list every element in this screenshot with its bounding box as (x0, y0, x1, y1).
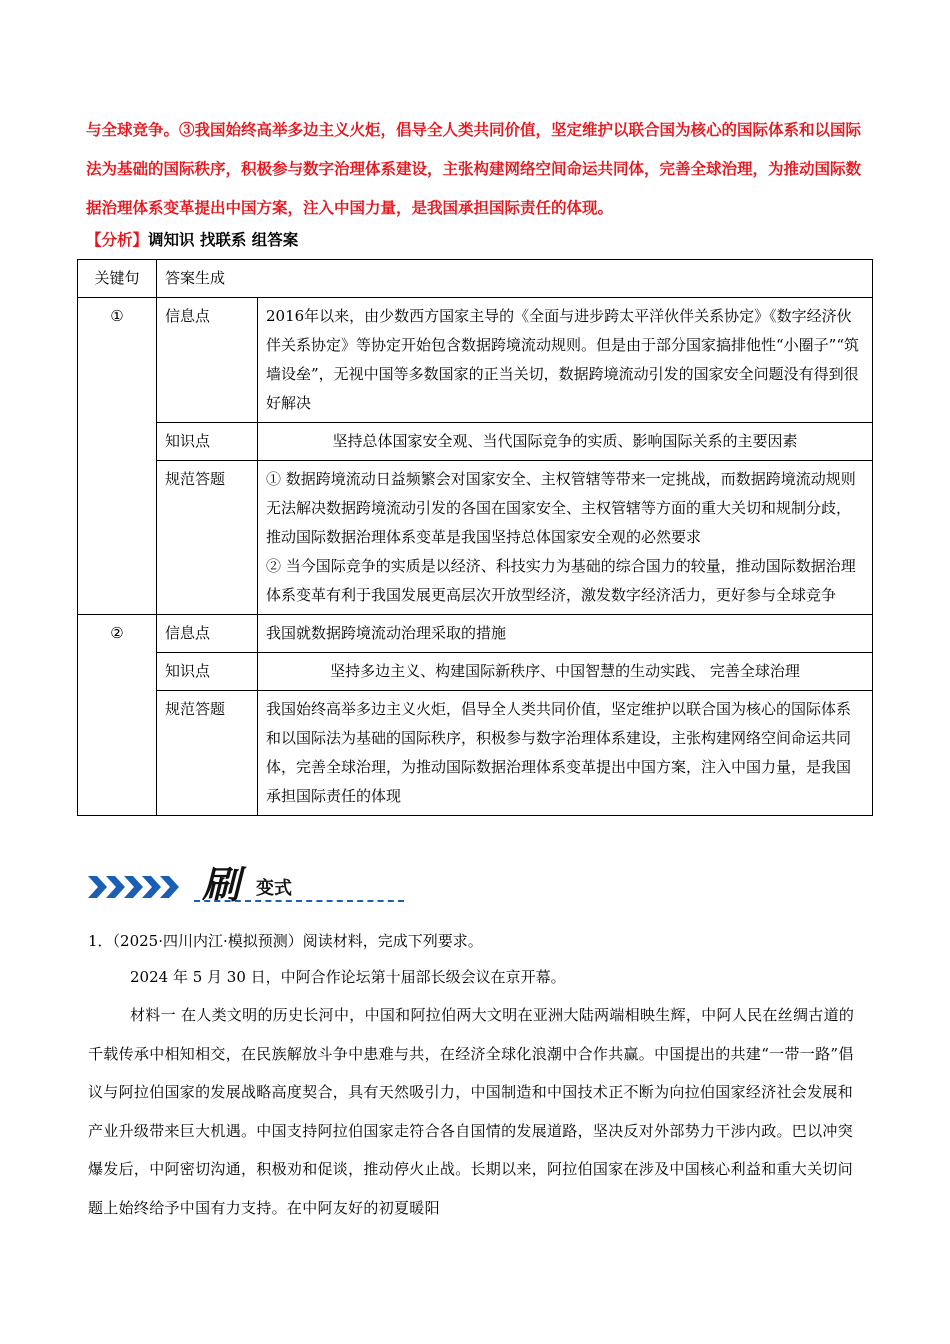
table-row (78, 691, 873, 816)
answer-cell (258, 461, 873, 615)
table-row (78, 423, 873, 461)
section-banner (88, 850, 328, 910)
table-row (78, 298, 873, 423)
table-row (78, 653, 873, 691)
analysis-bracket: 【分析】 (86, 230, 149, 249)
info-cell: 2016年以来，由少数西方国家主导的《全面与进步跨太平洋伙伴关系协定》《数字经济伙伴关系协定》等协定开始包含数据跨境流动规则。但是由于部分国家搞排他性“小圈子”“筑墙设垒”，无视中国等多数国家的正当关切，数据跨境流动引发的国家安全问题没有得到很好解决 (258, 298, 873, 423)
question-date-line: 2024 年 5 月 30 日，中阿合作论坛第十届部长级会议在京开幕。 (130, 968, 566, 986)
answer-continuation (86, 110, 876, 227)
group-number: ② (78, 615, 157, 816)
analysis-title: 调知识 找联系 组答案 (148, 230, 299, 249)
row-label: 规范答题 (157, 461, 258, 615)
row-label: 规范答题 (157, 691, 258, 816)
answer-text: 与全球竞争。③我国始终高举多边主义火炬，倡导全人类共同价值，坚定维护以联合国为核心的国际体系和以国际法为基础的国际秩序，积极参与数字治理体系建设，主张构建网络空间命运共同体，完善全球治理，为推动国际数据治理体系变革提出中国方案，注入中国力量，是我国承担国际责任的体现。 (86, 120, 862, 217)
row-label: 信息点 (157, 615, 258, 653)
answer-cell: 我国始终高举多边主义火炬，倡导全人类共同价值，坚定维护以联合国为核心的国际体系和以国际法为基础的国际秩序，积极参与数字治理体系建设，主张构建网络空间命运共同体，完善全球治理，为推动国际数据治理体系变革提出中国方案，注入中国力量，是我国承担国际责任的体现 (258, 691, 873, 816)
table-row (78, 461, 873, 615)
group-number: ① (78, 298, 157, 615)
answer-table (77, 259, 873, 816)
table-header-row (78, 260, 873, 298)
info-cell: 我国就数据跨境流动治理采取的措施 (258, 615, 873, 653)
chevron-arrows-icon (88, 876, 198, 898)
row-label: 知识点 (157, 423, 258, 461)
analysis-heading (86, 228, 298, 250)
row-label: 知识点 (157, 653, 258, 691)
material-text: 材料一 在人类文明的历史长河中，中国和阿拉伯两大文明在亚洲大陆两端相映生辉，中阿人民在丝绸古道的千载传承中相知相交，在民族解放斗争中患难与共，在经济全球化浪潮中合作共赢。中国提出的共建“一带一路”倡议与阿拉伯国家的发展战略高度契合，具有天然吸引力，中国制造和中国技术正不断为向拉伯国家经济社会发展和产业升级带来巨大机遇。中国支持阿拉伯国家走符合各自国情的发展道路，坚决反对外部势力干涉内政。巴以冲突爆发后，中阿密切沟通，积极劝和促谈，推动停火止战。长期以来，阿拉伯国家在涉及中国核心利益和重大关切问题上始终给予中国有力支持。在中阿友好的初夏暖阳 (88, 1006, 855, 1217)
header-gen: 答案生成 (157, 260, 873, 298)
question-heading: 1．（2025·四川内江·模拟预测）阅读材料，完成下列要求。 (88, 932, 483, 950)
banner-label: 变式 (256, 878, 292, 899)
table-row (78, 615, 873, 653)
answer-point: ② 当今国际竞争的实质是以经济、科技实力为基础的综合国力的较量，推动国际数据治理体系变革有利于我国发展更高层次开放型经济，激发数字经济活力，更好参与全球竞争 (266, 557, 856, 604)
material-one (88, 996, 864, 1227)
brush-character: 刷 (202, 862, 241, 907)
dashed-underline (194, 900, 404, 902)
knowledge-cell: 坚持多边主义、构建国际新秩序、中国智慧的生动实践、 完善全球治理 (258, 653, 873, 691)
knowledge-cell: 坚持总体国家安全观、当代国际竞争的实质、影响国际关系的主要因素 (258, 423, 873, 461)
row-label: 信息点 (157, 298, 258, 423)
header-key: 关键句 (78, 260, 157, 298)
answer-point: ① 数据跨境流动日益频繁会对国家安全、主权管辖等带来一定挑战，而数据跨境流动规则无法解决数据跨境流动引发的各国在国家安全、主权管辖等方面的重大关切和规制分歧，推动国际数据治理体系变革是我国坚持总体国家安全观的必然要求 (266, 470, 856, 546)
